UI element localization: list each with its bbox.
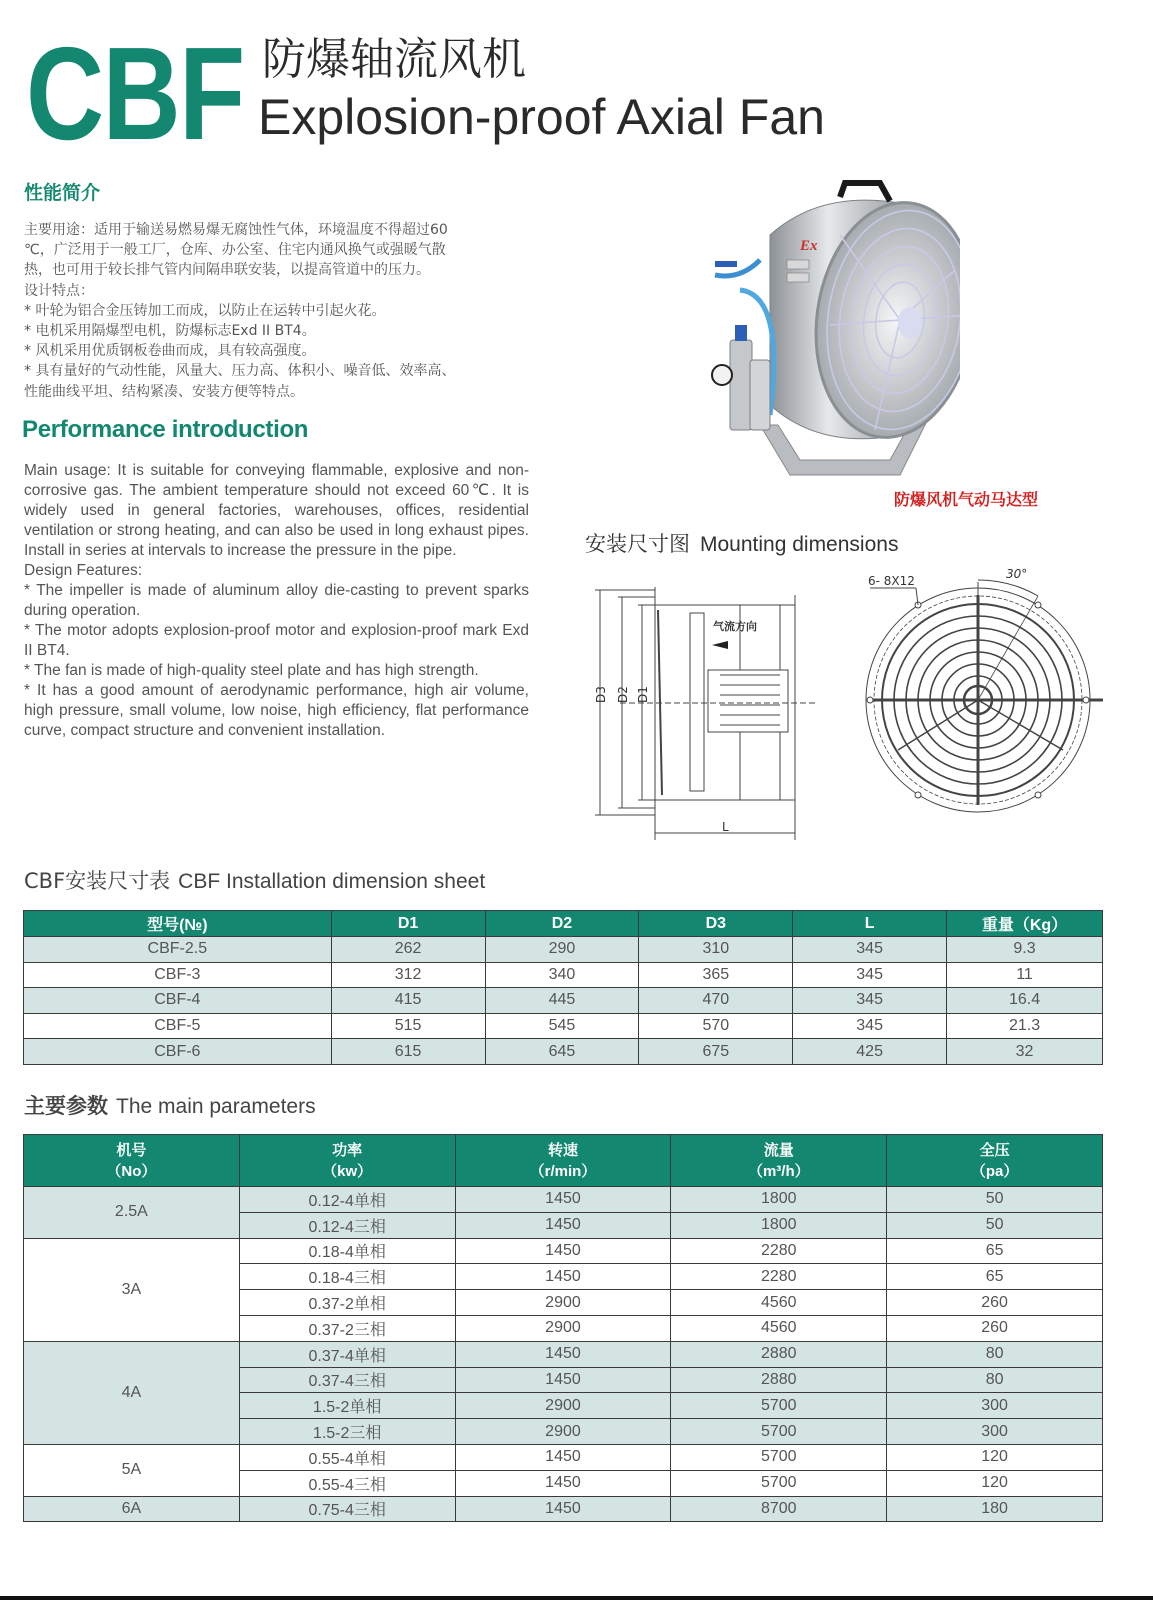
cell-speed: 1450 xyxy=(455,1264,671,1290)
cell-flow: 1800 xyxy=(671,1187,887,1213)
intro-line: 设计特点： xyxy=(24,282,94,299)
dimension-table-title-cn: CBF安装尺寸表 xyxy=(24,869,171,893)
cell-d3: 470 xyxy=(639,988,793,1014)
cell-l: 345 xyxy=(793,1013,947,1039)
ex-badge: Ex xyxy=(800,238,818,254)
d2-label: D2 xyxy=(616,686,630,703)
col-header-pressure xyxy=(887,1135,1103,1187)
cell-speed: 2900 xyxy=(455,1315,671,1341)
cell-power: 1.5-2单相 xyxy=(239,1393,455,1419)
cell-d2: 445 xyxy=(485,988,639,1014)
bottom-rule xyxy=(0,1596,1153,1600)
l-label: L xyxy=(722,820,729,834)
cell-model: CBF-5 xyxy=(24,1013,332,1039)
side-view-drawing xyxy=(580,575,820,850)
intro-line: * 具有量好的气动性能，风量大、压力高、体积小、噪音低、效率高、 xyxy=(24,363,456,380)
cell-flow: 5700 xyxy=(671,1393,887,1419)
product-photo xyxy=(700,175,960,495)
cell-speed: 1450 xyxy=(455,1212,671,1238)
cell-d2: 290 xyxy=(485,937,639,963)
cell-flow: 4560 xyxy=(671,1315,887,1341)
cell-d1: 262 xyxy=(331,937,485,963)
cell-model: CBF-6 xyxy=(24,1039,332,1065)
cell-power: 0.55-4三相 xyxy=(239,1470,455,1496)
cell-l: 425 xyxy=(793,1039,947,1065)
table-row xyxy=(24,1444,1103,1470)
airflow-label: 气流方向 xyxy=(713,620,757,633)
cell-power: 0.75-4三相 xyxy=(239,1496,455,1522)
cell-d1: 415 xyxy=(331,988,485,1014)
col-header-unit: （m³/h） xyxy=(747,1162,810,1180)
angle-label: 30° xyxy=(1006,567,1028,581)
cell-flow: 4560 xyxy=(671,1290,887,1316)
cell-flow: 2280 xyxy=(671,1238,887,1264)
cell-l: 345 xyxy=(793,962,947,988)
cell-model: CBF-4 xyxy=(24,988,332,1014)
cell-power: 0.18-4单相 xyxy=(239,1238,455,1264)
cell-model: 5A xyxy=(24,1444,240,1496)
cell-speed: 2900 xyxy=(455,1393,671,1419)
nameplate xyxy=(787,260,809,269)
cell-power: 0.12-4单相 xyxy=(239,1187,455,1213)
table-row xyxy=(24,1238,1103,1264)
cell-d3: 675 xyxy=(639,1039,793,1065)
cell-pressure: 300 xyxy=(887,1419,1103,1445)
carry-handle xyxy=(840,183,890,201)
col-header-l: L xyxy=(793,911,947,937)
cell-power: 0.37-2单相 xyxy=(239,1290,455,1316)
d1-label: D1 xyxy=(636,686,650,703)
mounting-title xyxy=(585,528,898,558)
cell-power: 0.12-4三相 xyxy=(239,1212,455,1238)
cell-d2: 340 xyxy=(485,962,639,988)
table-row xyxy=(24,1039,1103,1065)
cell-speed: 1450 xyxy=(455,1341,671,1367)
cell-d3: 310 xyxy=(639,937,793,963)
holes-label: 6- 8X12 xyxy=(868,574,915,588)
cell-pressure: 50 xyxy=(887,1212,1103,1238)
table-row xyxy=(24,1341,1103,1367)
cell-speed: 1450 xyxy=(455,1496,671,1522)
params-table-title-cn: 主要参数 xyxy=(24,1094,108,1118)
cell-flow: 5700 xyxy=(671,1444,887,1470)
intro-paragraph: * It has a good amount of aerodynamic performance, high air volume, high pressure, small volume, low noise, high efficiency, flat performance curve, compact structure and convenient installation. xyxy=(24,682,529,739)
intro-line: * 风机采用优质钢板卷曲而成，具有较高强度。 xyxy=(24,343,316,360)
dimension-table xyxy=(23,910,1103,1065)
cell-weight: 16.4 xyxy=(947,988,1103,1014)
params-table xyxy=(23,1134,1103,1522)
cell-l: 345 xyxy=(793,937,947,963)
cell-pressure: 300 xyxy=(887,1393,1103,1419)
front-view-drawing xyxy=(858,560,1108,820)
intro-text-cn xyxy=(24,220,536,402)
cell-speed: 1450 xyxy=(455,1187,671,1213)
pneumatic-unit xyxy=(712,260,774,430)
cell-l: 345 xyxy=(793,988,947,1014)
cell-power: 0.37-4单相 xyxy=(239,1341,455,1367)
cell-pressure: 65 xyxy=(887,1264,1103,1290)
intro-paragraph: * The fan is made of high-quality steel plate and has high strength. xyxy=(24,662,479,679)
col-header-unit: （r/min） xyxy=(529,1162,597,1180)
col-header-label: 流量 xyxy=(763,1141,794,1159)
cell-pressure: 65 xyxy=(887,1238,1103,1264)
cell-model: 4A xyxy=(24,1341,240,1444)
cell-flow: 5700 xyxy=(671,1419,887,1445)
cell-speed: 1450 xyxy=(455,1444,671,1470)
dimension-table-title-en: CBF Installation dimension sheet xyxy=(178,870,486,893)
params-table-title xyxy=(24,1090,316,1120)
cell-d3: 365 xyxy=(639,962,793,988)
cell-flow: 1800 xyxy=(671,1212,887,1238)
intro-heading-en: Performance introduction xyxy=(22,416,309,443)
cell-flow: 2880 xyxy=(671,1341,887,1367)
page-title-en: Explosion-proof Axial Fan xyxy=(258,89,825,145)
params-table-title-en: The main parameters xyxy=(116,1095,316,1118)
cell-d3: 570 xyxy=(639,1013,793,1039)
dimension-table-header xyxy=(24,911,1103,937)
cell-flow: 2880 xyxy=(671,1367,887,1393)
nameplate xyxy=(787,273,809,282)
cell-power: 1.5-2三相 xyxy=(239,1419,455,1445)
cell-speed: 1450 xyxy=(455,1470,671,1496)
col-header-unit: （kw） xyxy=(322,1162,373,1180)
cell-power: 0.37-2三相 xyxy=(239,1315,455,1341)
col-header-label: 转速 xyxy=(547,1141,578,1159)
intro-line: ℃，广泛用于一般工厂，仓库、办公室、住宅内通风换气或强暖气散 xyxy=(24,242,446,259)
intro-text-en xyxy=(24,461,529,741)
fan-hub xyxy=(898,307,922,339)
cell-pressure: 80 xyxy=(887,1367,1103,1393)
photo-caption: 防爆风机气动马达型 xyxy=(894,490,1039,509)
cell-pressure: 50 xyxy=(887,1187,1103,1213)
cell-power: 0.18-4三相 xyxy=(239,1264,455,1290)
page-title-cn: 防爆轴流风机 xyxy=(262,34,526,85)
cell-pressure: 260 xyxy=(887,1315,1103,1341)
intro-paragraph: Main usage: It is suitable for conveying flammable, explosive and non-corrosive gas. The ambient temperature should not exceed 60℃. It is widely used in general factories, warehouses, offices, residential ventilation or strong heating, and can also be used in long exhaust pipes. Install in series at intervals to increase the pressure in the pipe. xyxy=(24,462,529,559)
cell-d2: 645 xyxy=(485,1039,639,1065)
col-header-speed xyxy=(455,1135,671,1187)
cell-speed: 2900 xyxy=(455,1290,671,1316)
intro-line: 主要用途：适用于输送易燃易爆无腐蚀性气体，环境温度不得超过60 xyxy=(24,222,448,238)
brand-logo: CBF xyxy=(26,20,244,167)
col-header-d1: D1 xyxy=(331,911,485,937)
cell-d1: 615 xyxy=(331,1039,485,1065)
intro-line: * 电机采用隔爆型电机，防爆标志Exd II BT4。 xyxy=(24,323,316,340)
cell-model: 3A xyxy=(24,1238,240,1341)
cell-pressure: 260 xyxy=(887,1290,1103,1316)
cell-speed: 2900 xyxy=(455,1419,671,1445)
cell-model: CBF-3 xyxy=(24,962,332,988)
intro-paragraph: * The impeller is made of aluminum alloy die-casting to prevent sparks during operation. xyxy=(24,582,529,619)
col-header-flow xyxy=(671,1135,887,1187)
d3-label: D3 xyxy=(594,686,608,703)
cell-weight: 9.3 xyxy=(947,937,1103,963)
cell-d2: 545 xyxy=(485,1013,639,1039)
cell-power: 0.37-4三相 xyxy=(239,1367,455,1393)
cell-speed: 1450 xyxy=(455,1367,671,1393)
intro-line: 性能曲线平坦、结构紧凑、安装方便等特点。 xyxy=(24,383,304,400)
intro-paragraph: Design Features: xyxy=(24,562,143,579)
cell-pressure: 120 xyxy=(887,1470,1103,1496)
airflow-arrow-icon xyxy=(712,641,728,649)
col-header-label: 功率 xyxy=(332,1141,363,1159)
intro-line: 热，也可用于较长排气管内间隔串联安装，以提高管道中的压力。 xyxy=(24,262,430,279)
col-header-d3: D3 xyxy=(639,911,793,937)
intro-line: * 叶轮为铝合金压铸加工而成，以防止在运转中引起火花。 xyxy=(24,302,386,319)
cell-power: 0.55-4单相 xyxy=(239,1444,455,1470)
cell-pressure: 120 xyxy=(887,1444,1103,1470)
cell-model: CBF-2.5 xyxy=(24,937,332,963)
col-header-label: 全压 xyxy=(979,1141,1010,1159)
cell-d1: 312 xyxy=(331,962,485,988)
cell-model: 6A xyxy=(24,1496,240,1522)
cell-weight: 21.3 xyxy=(947,1013,1103,1039)
cell-speed: 1450 xyxy=(455,1238,671,1264)
params-table-header xyxy=(24,1135,1103,1187)
col-header-d2: D2 xyxy=(485,911,639,937)
cell-pressure: 80 xyxy=(887,1341,1103,1367)
col-header-model: 型号(№) xyxy=(24,911,332,937)
table-row xyxy=(24,988,1103,1014)
cell-weight: 32 xyxy=(947,1039,1103,1065)
table-row xyxy=(24,1187,1103,1213)
cell-pressure: 180 xyxy=(887,1496,1103,1522)
mounting-title-en: Mounting dimensions xyxy=(700,533,899,556)
col-header-unit: （No） xyxy=(106,1162,157,1180)
col-header-unit: （pa） xyxy=(970,1162,1019,1180)
col-header-power xyxy=(239,1135,455,1187)
cell-flow: 2280 xyxy=(671,1264,887,1290)
cell-weight: 11 xyxy=(947,962,1103,988)
cell-model: 2.5A xyxy=(24,1187,240,1239)
cell-d1: 515 xyxy=(331,1013,485,1039)
table-row xyxy=(24,1496,1103,1522)
intro-paragraph: * The motor adopts explosion-proof motor and explosion-proof mark Exd II BT4. xyxy=(24,622,529,659)
table-row xyxy=(24,1013,1103,1039)
table-row xyxy=(24,962,1103,988)
cell-flow: 5700 xyxy=(671,1470,887,1496)
col-header-model xyxy=(24,1135,240,1187)
intro-heading-cn: 性能简介 xyxy=(24,182,101,204)
col-header-label: 机号 xyxy=(116,1141,147,1159)
table-row xyxy=(24,937,1103,963)
cell-flow: 8700 xyxy=(671,1496,887,1522)
dimension-table-title xyxy=(24,865,485,895)
mounting-title-cn: 安装尺寸图 xyxy=(585,532,690,556)
col-header-weight: 重量（Kg） xyxy=(947,911,1103,937)
